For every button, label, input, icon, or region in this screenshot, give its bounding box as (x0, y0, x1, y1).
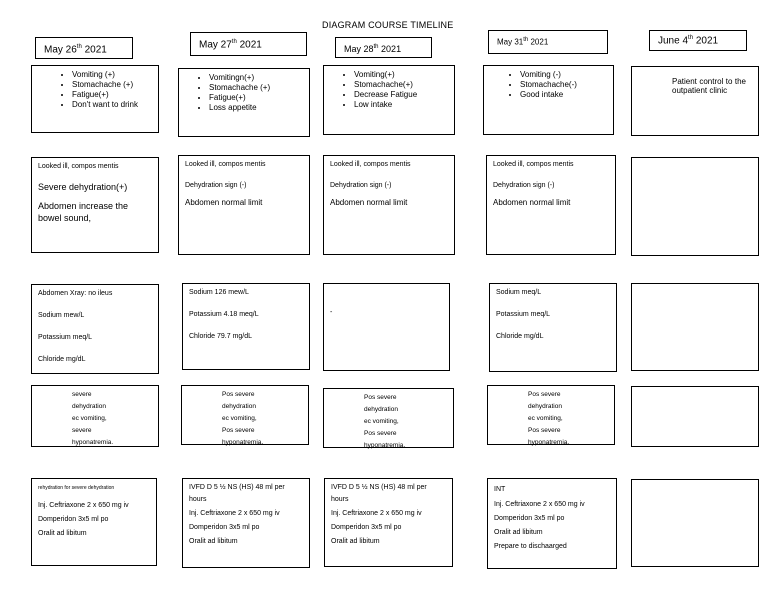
lab-line: Sodium mew/L (38, 312, 85, 319)
lab-line: Abdomen Xray: no ileus (38, 290, 113, 297)
date-day: May 26 (44, 44, 77, 56)
diagnosis-line: dehydration (364, 406, 398, 413)
plan-line: IVFD D 5 ½ NS (HS) 48 ml per hours (331, 484, 427, 503)
diagnosis-line: ec vomiting, (72, 415, 107, 422)
date-year: 2021 (84, 44, 107, 56)
lab-box-5 (631, 283, 759, 371)
lab-box-2 (182, 283, 310, 370)
plan-line: Prepare to dischaarged (494, 543, 567, 550)
lab-line: Potassium meq/L (496, 311, 551, 318)
date-day: June 4 (658, 35, 689, 47)
exam-box-5 (631, 157, 759, 256)
diagnosis-line: Pos severe (222, 391, 255, 398)
diagnosis-line: Pos severe (528, 427, 561, 434)
diagnosis-line: Pos severe (528, 391, 561, 398)
lab-box-4 (489, 283, 617, 372)
exam-line: Dehydration sign (-) (185, 182, 247, 189)
exam-box-3 (323, 155, 455, 255)
date-year: 2021 (530, 37, 549, 47)
exam-box-2 (178, 155, 310, 255)
diagnosis-line: dehydration (528, 403, 562, 410)
lab-line: Chloride mg/dL (496, 333, 544, 340)
date-sup: th (523, 37, 529, 43)
diagnosis-box-4 (487, 385, 615, 445)
diagnosis-line: Pos severe (364, 394, 397, 401)
diagnosis-box-2 (181, 385, 309, 445)
symptom-item: • Fatigue(+) (72, 90, 158, 100)
plan-line: Oralit ad libitum (331, 538, 380, 545)
plan-line: Oralit ad libitum (189, 538, 238, 545)
symptoms-box-2 (178, 68, 310, 137)
date-box-2 (190, 32, 307, 56)
exam-box-4 (486, 155, 616, 255)
diagnosis-line: dehydration (72, 403, 106, 410)
lab-line: - (330, 309, 333, 316)
date-year: 2021 (239, 39, 262, 51)
plan-box-1 (31, 478, 157, 566)
exam-line: Looked ill, compos mentis (38, 163, 119, 170)
diagnosis-line: severe (72, 427, 92, 434)
date-sup: th (76, 44, 82, 50)
diagnosis-box-3 (323, 388, 454, 448)
exam-line: Dehydration sign (-) (330, 182, 392, 189)
symptom-item: • Fatigue(+) (209, 93, 309, 103)
diagnosis-line: ec vomiting, (222, 415, 257, 422)
plan-line: Domperidon 3x5 ml po (494, 515, 565, 522)
diagnosis-line: ec vomiting, (364, 418, 399, 425)
plan-line: Domperidon 3x5 ml po (189, 524, 260, 531)
symptom-item: • Vomiting (-) (520, 70, 613, 80)
exam-line: Abdomen normal limit (330, 198, 408, 207)
plan-line: Domperidon 3x5 ml po (38, 516, 109, 523)
symptom-item: • Stomachache (+) (209, 83, 309, 93)
lab-line: Sodium 126 mew/L (189, 289, 249, 296)
diagnosis-line: Pos severe (222, 427, 255, 434)
plan-line: Oralit ad libitum (494, 529, 543, 536)
diagnosis-line: Pos severe (364, 430, 397, 437)
date-day: May 27 (199, 39, 232, 51)
diagnosis-box-1 (31, 385, 159, 447)
exam-line: Severe dehydration(+) (38, 182, 128, 192)
exam-box-1 (31, 157, 159, 253)
symptom-item: • Low intake (354, 100, 454, 110)
exam-line: Looked ill, compos mentis (493, 161, 574, 168)
lab-line: Potassium 4.18 meq/L (189, 311, 259, 318)
symptom-item: • Stomachache (+) (72, 80, 158, 90)
symptom-item: • Vomiting(+) (354, 70, 454, 80)
date-box-1 (35, 37, 133, 59)
lab-line: Chloride 79.7 mg/dL (189, 333, 253, 340)
diagnosis-line: hyponatremia, (222, 439, 264, 446)
exam-line: Looked ill, compos mentis (185, 161, 266, 168)
date-box-5 (649, 30, 747, 51)
symptom-item: • Loss appetite (209, 103, 309, 113)
date-sup: th (373, 44, 379, 50)
plan-line: Inj. Ceftriaxone 2 x 650 mg iv (331, 510, 422, 517)
exam-line: Abdomen normal limit (493, 198, 571, 207)
diagnosis-line: hyponatremia. (72, 439, 114, 446)
symptom-item: • Vomiting (+) (72, 70, 158, 80)
symptom-item: • Stomachache(-) (520, 80, 613, 90)
diagnosis-box-5 (631, 386, 759, 447)
diagnosis-line: severe (72, 391, 92, 398)
lab-line: Potassium meq/L (38, 334, 93, 341)
date-box-4 (488, 30, 608, 54)
plan-box-3 (324, 478, 453, 567)
plan-line: Inj. Ceftriaxone 2 x 650 mg iv (38, 502, 129, 509)
exam-line: Looked ill, compos mentis (330, 161, 411, 168)
symptoms-box-1 (31, 65, 159, 133)
date-day: May 28 (344, 44, 374, 54)
exam-line: Dehydration sign (-) (493, 182, 555, 189)
diagnosis-line: dehydration (222, 403, 256, 410)
diagnosis-line: hyponatremia, (364, 442, 406, 449)
diagnosis-line: ec vomiting, (528, 415, 563, 422)
date-day: May 31 (497, 37, 524, 47)
outpatient-note: Patient control to the outpatient clinic (672, 77, 746, 95)
plan-line: Domperidon 3x5 ml po (331, 524, 402, 531)
diagram-title: DIAGRAM COURSE TIMELINE (322, 20, 454, 30)
plan-box-2 (182, 478, 310, 568)
symptom-item: • Good intake (520, 90, 613, 100)
diagnosis-line: hyponatremia. (528, 439, 570, 446)
exam-line: Abdomen normal limit (185, 198, 263, 207)
date-sup: th (231, 39, 237, 45)
lab-box-1 (31, 284, 159, 374)
symptoms-box-5 (631, 66, 759, 136)
symptoms-box-3 (323, 65, 455, 135)
plan-box-5 (631, 479, 759, 567)
plan-line: IVFD D 5 ½ NS (HS) 48 ml per hours (189, 484, 285, 503)
plan-line: rehydration for severe dehydration (38, 485, 115, 491)
date-year: 2021 (695, 35, 719, 47)
symptoms-box-4 (483, 65, 614, 135)
symptom-item: • Decrease Fatigue (354, 90, 454, 100)
date-sup: th (688, 35, 694, 41)
plan-box-4 (487, 478, 617, 569)
plan-line: Inj. Ceftriaxone 2 x 650 mg iv (189, 510, 280, 517)
plan-line: INT (494, 486, 506, 493)
symptom-item: • Stomachache(+) (354, 80, 454, 90)
plan-line: Inj. Ceftriaxone 2 x 650 mg iv (494, 501, 585, 508)
lab-line: Chloride mg/dL (38, 356, 86, 363)
date-year: 2021 (381, 44, 402, 54)
lab-line: Sodium meq/L (496, 289, 542, 296)
symptom-item: • Don't want to drink (72, 100, 158, 110)
plan-line: Oralit ad libitum (38, 530, 87, 537)
symptom-item: • Vomitingn(+) (209, 73, 309, 83)
date-box-3 (335, 37, 432, 58)
exam-line: Abdomen increase the bowel sound, (38, 201, 129, 223)
lab-box-3 (323, 283, 450, 371)
